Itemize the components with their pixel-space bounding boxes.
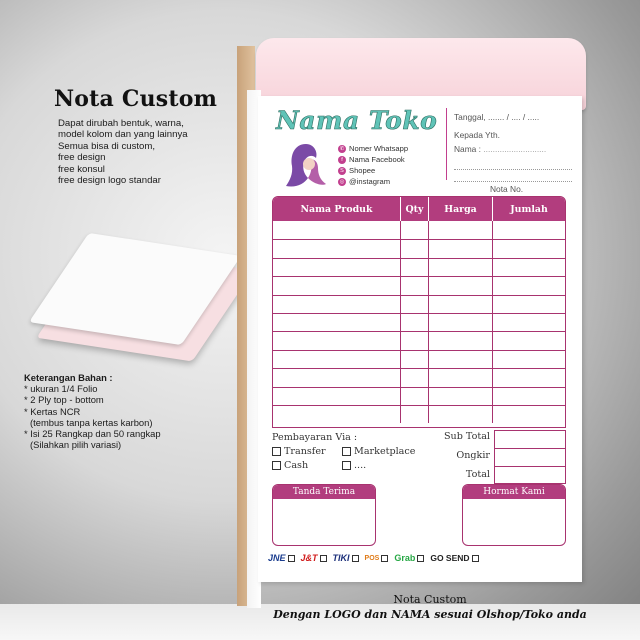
payment-title: Pembayaran Via :: [272, 432, 358, 443]
option-other[interactable]: [342, 460, 366, 471]
instagram-icon: ◎: [339, 178, 345, 185]
table-row: [273, 258, 565, 276]
courier-jnt: [301, 553, 327, 563]
table-cell[interactable]: [273, 369, 401, 386]
column-header: Nama Produk: [273, 197, 401, 221]
table-cell[interactable]: [273, 221, 401, 239]
table-row: [273, 276, 565, 294]
checkbox[interactable]: [288, 555, 295, 562]
hormat-kami-box: [462, 484, 566, 546]
date-field: Tanggal, ....... / .... / .....: [454, 112, 540, 122]
kepada-label: Kepada Yth.: [454, 130, 500, 140]
customer-info: [454, 112, 572, 182]
table-body: [273, 221, 565, 423]
subtotal-cell[interactable]: [495, 431, 565, 449]
table-cell[interactable]: [401, 351, 429, 368]
checkbox[interactable]: [472, 555, 479, 562]
table-cell[interactable]: [273, 314, 401, 331]
courier-tiki: [333, 553, 359, 563]
description-line: free design: [58, 152, 106, 164]
jnt-logo-icon: J&T: [300, 553, 318, 563]
table-cell[interactable]: [493, 406, 565, 423]
table-cell[interactable]: [401, 277, 429, 294]
material-line: * Kertas NCR: [24, 405, 81, 417]
courier-list: [268, 550, 578, 566]
tanda-terima-label: Tanda Terima: [273, 485, 375, 499]
description-line: free design logo standar: [58, 175, 161, 187]
table-cell[interactable]: [401, 296, 429, 313]
checkbox[interactable]: [352, 555, 359, 562]
material-header: Keterangan Bahan :: [24, 372, 113, 383]
tiki-logo-icon: TIKI: [332, 553, 350, 563]
facebook-icon: f: [338, 156, 346, 164]
table-row: [273, 368, 565, 386]
table-cell[interactable]: [273, 332, 401, 349]
description-line: model kolom dan yang lainnya: [58, 129, 188, 141]
table-row: [273, 221, 565, 239]
table-cell[interactable]: [429, 388, 493, 405]
contact-label: Nama Facebook: [349, 155, 405, 164]
table-cell[interactable]: [273, 351, 401, 368]
nama-field: Nama : ...........................: [454, 144, 547, 154]
option-cash[interactable]: [272, 460, 308, 471]
courier-grab: [394, 553, 424, 563]
table-cell[interactable]: [493, 351, 565, 368]
table-header: [273, 197, 565, 221]
contact-instagram: [338, 176, 408, 187]
table-cell[interactable]: [273, 277, 401, 294]
pos-logo-icon: POS: [364, 554, 380, 562]
description-line: Semua bisa di custom,: [58, 140, 156, 152]
table-row: [273, 387, 565, 405]
table-cell[interactable]: [493, 314, 565, 331]
hijab-logo-icon: [284, 140, 328, 192]
shopee-icon: S: [338, 167, 346, 175]
product-table: [272, 196, 566, 428]
table-cell[interactable]: [429, 296, 493, 313]
checkbox[interactable]: [381, 555, 388, 562]
caption-line-1: Nota Custom: [393, 593, 467, 606]
column-header: Harga: [429, 197, 493, 221]
contact-label: @instagram: [349, 177, 391, 186]
table-cell[interactable]: [273, 296, 401, 313]
table-row: [273, 295, 565, 313]
checkbox[interactable]: [272, 447, 281, 456]
caption: [240, 592, 620, 622]
table-cell[interactable]: [401, 406, 429, 423]
material-info: [24, 372, 254, 450]
description-line: Dapat dirubah bentuk, warna,: [58, 118, 184, 129]
table-cell[interactable]: [493, 259, 565, 276]
caption-line-2: Dengan LOGO dan NAMA sesuai Olshop/Toko anda: [273, 608, 587, 621]
table-cell[interactable]: [493, 388, 565, 405]
table-cell[interactable]: [401, 369, 429, 386]
table-cell[interactable]: [429, 277, 493, 294]
hormat-kami-label: Hormat Kami: [463, 485, 565, 499]
checkbox[interactable]: [342, 447, 351, 456]
table-row: [273, 239, 565, 257]
table-row: [273, 331, 565, 349]
store-brand: Nama Toko: [276, 106, 438, 135]
table-cell[interactable]: [401, 221, 429, 239]
table-cell[interactable]: [429, 332, 493, 349]
nota-number: Nota No.: [490, 184, 524, 194]
address-line: [454, 158, 572, 170]
checkbox[interactable]: [320, 555, 327, 562]
table-row: [273, 350, 565, 368]
option-label: Cash: [284, 460, 309, 471]
courier-gosend: [430, 553, 478, 563]
total-cell[interactable]: [495, 467, 565, 485]
table-cell[interactable]: [401, 240, 429, 257]
ongkir-label: Ongkir: [456, 450, 490, 461]
option-label: Marketplace: [354, 446, 416, 457]
checkbox[interactable]: [342, 461, 351, 470]
subtotal-label: Sub Total: [443, 431, 490, 442]
table-cell[interactable]: [493, 277, 565, 294]
material-line: * ukuran 1/4 Folio: [24, 383, 98, 395]
address-line: [454, 170, 572, 182]
table-cell[interactable]: [429, 240, 493, 257]
material-line: (tembus tanpa kertas karbon): [30, 416, 153, 428]
contact-shopee: [338, 165, 408, 176]
option-label: Transfer: [284, 446, 326, 457]
table-cell[interactable]: [493, 296, 565, 313]
table-cell[interactable]: [493, 240, 565, 257]
table-row: [273, 313, 565, 331]
nota-page: [258, 96, 582, 582]
table-cell[interactable]: [493, 221, 565, 239]
tanda-terima-box: [272, 484, 376, 546]
column-header: Jumlah: [510, 203, 548, 215]
table-cell[interactable]: [273, 240, 401, 257]
contact-label: Shopee: [349, 166, 376, 175]
material-line: * 2 Ply top - bottom: [24, 394, 104, 406]
totals-box: [494, 430, 566, 484]
total-label: Total: [465, 469, 490, 480]
grab-logo-icon: Grab: [394, 553, 416, 563]
table-row: [273, 405, 565, 423]
table-cell[interactable]: [429, 221, 493, 239]
table-cell[interactable]: [429, 259, 493, 276]
table-cell[interactable]: [493, 369, 565, 386]
table-cell[interactable]: [493, 332, 565, 349]
promo-title: Nota Custom: [54, 86, 218, 112]
table-cell[interactable]: [401, 314, 429, 331]
gosend-logo-icon: GO SEND: [430, 553, 470, 563]
promo-description: [58, 118, 258, 186]
checkbox[interactable]: [272, 461, 281, 470]
table-cell[interactable]: [429, 314, 493, 331]
material-line: * Isi 25 Rangkap dan 50 rangkap: [24, 428, 161, 440]
table-cell[interactable]: [401, 259, 429, 276]
contact-facebook: [338, 154, 408, 165]
nama-label: Nama :: [454, 144, 481, 154]
table-cell[interactable]: [273, 388, 401, 405]
ongkir-cell[interactable]: [495, 449, 565, 467]
table-cell[interactable]: [401, 332, 429, 349]
table-cell[interactable]: [429, 406, 493, 423]
jne-logo-icon: JNE: [268, 553, 286, 563]
material-line: (Silahkan pilih variasi): [30, 439, 122, 451]
table-cell[interactable]: [429, 351, 493, 368]
table-cell[interactable]: [429, 369, 493, 386]
description-line: free konsul: [58, 163, 105, 175]
courier-jne: [268, 553, 295, 563]
courier-pos: [365, 555, 389, 562]
contact-whatsapp: [338, 143, 408, 154]
header-divider: [446, 108, 447, 180]
option-label: ....: [354, 460, 367, 471]
table-cell[interactable]: [273, 259, 401, 276]
whatsapp-icon: ✆: [339, 145, 345, 152]
contact-list: [338, 143, 408, 187]
column-header: Qty: [401, 197, 429, 221]
contact-label: Nomer Whatsapp: [349, 144, 409, 153]
table-cell[interactable]: [401, 388, 429, 405]
option-marketplace[interactable]: [342, 446, 415, 457]
checkbox[interactable]: [417, 555, 424, 562]
option-transfer[interactable]: [272, 446, 326, 457]
table-cell[interactable]: [273, 406, 401, 423]
